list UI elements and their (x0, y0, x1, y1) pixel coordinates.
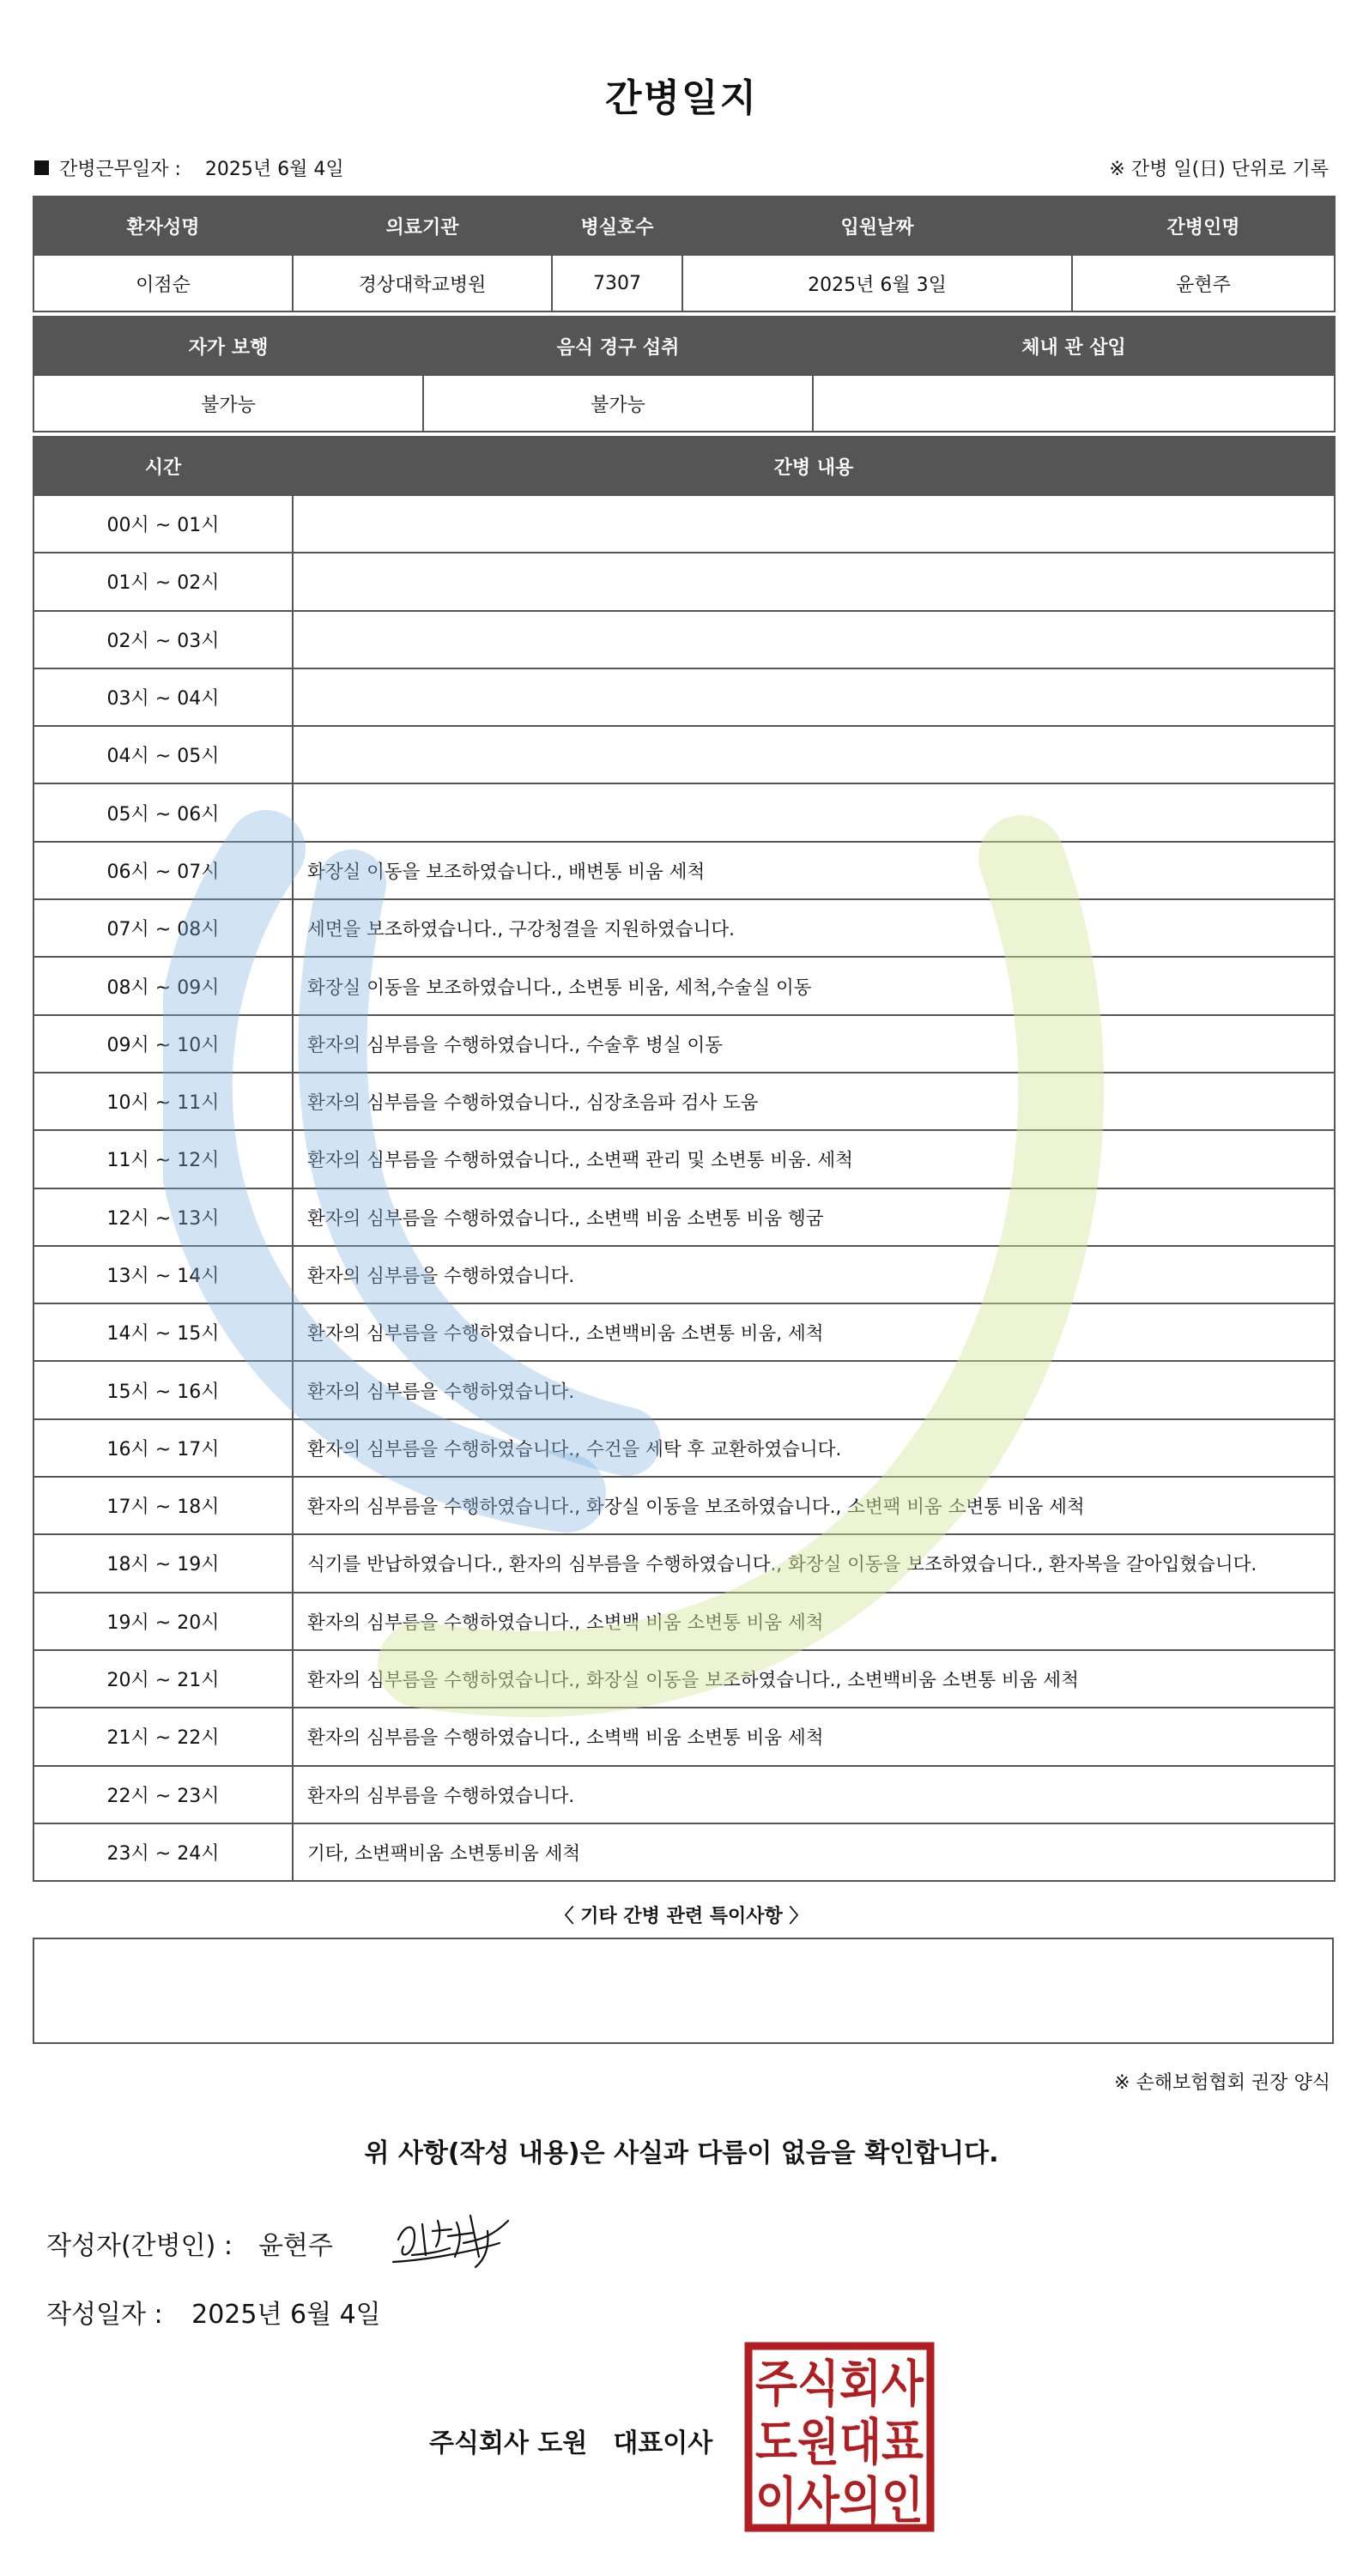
log-content: 환자의 심부름을 수행하였습니다., 수술후 병실 이동 (293, 1015, 1335, 1073)
log-time: 05시 ~ 06시 (33, 783, 293, 841)
company-signature-line (429, 2422, 712, 2459)
svg-text:도원대표: 도원대표 (755, 2413, 924, 2471)
log-row (33, 553, 1335, 610)
log-time: 14시 ~ 15시 (33, 1303, 293, 1361)
log-time: 07시 ~ 08시 (33, 899, 293, 957)
writer-line (46, 2224, 333, 2262)
log-time: 09시 ~ 10시 (33, 1015, 293, 1073)
log-time: 16시 ~ 17시 (33, 1419, 293, 1477)
work-date-value: 2025년 6월 4일 (204, 159, 344, 180)
patient-name: 이점순 (33, 255, 293, 311)
log-content (293, 783, 1335, 841)
log-content: 환자의 심부름을 수행하였습니다. (293, 1361, 1335, 1418)
log-content: 환자의 심부름을 수행하였습니다. (293, 1246, 1335, 1303)
log-time: 21시 ~ 22시 (33, 1708, 293, 1765)
log-content: 환자의 심부름을 수행하였습니다., 소변백 비움 소변통 비움 세척 (293, 1593, 1335, 1650)
log-row (33, 1766, 1335, 1823)
log-row (33, 1073, 1335, 1130)
header-time: 시간 (33, 437, 293, 495)
log-content: 화장실 이동을 보조하였습니다., 소변통 비움, 세척,수술실 이동 (293, 957, 1335, 1014)
writer-name: 윤현주 (257, 2231, 333, 2261)
notes-box (33, 1938, 1334, 2044)
log-time: 17시 ~ 18시 (33, 1477, 293, 1534)
header-hospital: 의료기관 (293, 197, 552, 255)
company-title: 대표이사 (613, 2428, 713, 2458)
log-content: 환자의 심부름을 수행하였습니다., 심장초음파 검사 도움 (293, 1073, 1335, 1130)
header-caregiver-name: 간병인명 (1072, 197, 1335, 255)
log-row (33, 899, 1335, 957)
log-time: 10시 ~ 11시 (33, 1073, 293, 1130)
header-care-content: 간병 내용 (293, 437, 1335, 495)
log-content: 환자의 심부름을 수행하였습니다., 소벽백 비움 소변통 비움 세척 (293, 1708, 1335, 1765)
log-row (33, 1246, 1335, 1303)
header-patient-name: 환자성명 (33, 197, 293, 255)
admission-date: 2025년 6월 3일 (682, 255, 1072, 311)
hospital-name: 경상대학교병원 (293, 255, 552, 311)
caregiver-name: 윤현주 (1072, 255, 1335, 311)
log-content: 기타, 소변팩비움 소변통비움 세척 (293, 1823, 1335, 1881)
write-date-value: 2025년 6월 4일 (191, 2300, 381, 2330)
oral-intake-value: 불가능 (423, 375, 813, 432)
log-row (33, 1650, 1335, 1708)
log-time: 18시 ~ 19시 (33, 1534, 293, 1592)
header-self-walking: 자가 보행 (33, 317, 423, 375)
log-content: 환자의 심부름을 수행하였습니다., 화장실 이동을 보조하였습니다., 소변백비움 소변통 비움 세척 (293, 1650, 1335, 1708)
log-row (33, 726, 1335, 783)
company-name: 주식회사 도원 (429, 2428, 588, 2458)
log-content: 환자의 심부름을 수행하였습니다., 화장실 이동을 보조하였습니다., 소변팩 비움 소변통 비움 세척 (293, 1477, 1335, 1534)
tube-insertion-value (813, 375, 1335, 432)
log-content: 화장실 이동을 보조하였습니다., 배변통 비움 세척 (293, 842, 1335, 899)
patient-status-table (33, 316, 1336, 432)
log-time: 19시 ~ 20시 (33, 1593, 293, 1650)
log-row (33, 1361, 1335, 1418)
log-time: 22시 ~ 23시 (33, 1766, 293, 1823)
header-admission-date: 입원날짜 (682, 197, 1072, 255)
log-time: 06시 ~ 07시 (33, 842, 293, 899)
patient-info-table (33, 196, 1336, 312)
log-content (293, 611, 1335, 668)
log-time: 00시 ~ 01시 (33, 495, 293, 553)
log-time: 11시 ~ 12시 (33, 1130, 293, 1188)
log-content (293, 495, 1335, 553)
unit-note: ※ 간병 일(日) 단위로 기록 (1109, 159, 1329, 180)
log-row (33, 1015, 1335, 1073)
company-seal-stamp (743, 2341, 936, 2533)
log-row (33, 842, 1335, 899)
log-time: 12시 ~ 13시 (33, 1188, 293, 1246)
log-row (33, 783, 1335, 841)
log-time: 02시 ~ 03시 (33, 611, 293, 668)
confirmation-statement: 위 사항(작성 내용)은 사실과 다름이 없음을 확인합니다. (364, 2138, 999, 2168)
log-content: 식기를 반납하였습니다., 환자의 심부름을 수행하였습니다., 화장실 이동을 보조하였습니다., 환자복을 갈아입혔습니다. (293, 1534, 1335, 1592)
log-row (33, 1823, 1335, 1881)
log-content: 환자의 심부름을 수행하였습니다., 수건을 세탁 후 교환하였습니다. (293, 1419, 1335, 1477)
notes-title: 〈 기타 간병 관련 특이사항 〉 (554, 1906, 809, 1927)
log-row (33, 1477, 1335, 1534)
room-number: 7307 (552, 255, 682, 311)
svg-text:이사의인: 이사의인 (755, 2471, 924, 2530)
log-row (33, 1708, 1335, 1765)
log-time: 20시 ~ 21시 (33, 1650, 293, 1708)
handwritten-signature (388, 2205, 517, 2274)
write-date-line (46, 2293, 381, 2331)
header-tube-insertion: 체내 관 삽입 (813, 317, 1335, 375)
recommend-note: ※ 손해보험협회 권장 양식 (1114, 2072, 1330, 2094)
writer-label: 작성자(간병인) : (46, 2231, 233, 2261)
log-row (33, 1534, 1335, 1592)
log-time: 04시 ~ 05시 (33, 726, 293, 783)
log-content (293, 668, 1335, 726)
log-row (33, 668, 1335, 726)
log-time: 03시 ~ 04시 (33, 668, 293, 726)
log-row (33, 1130, 1335, 1188)
svg-text:주식회사: 주식회사 (755, 2355, 924, 2413)
log-row (33, 1188, 1335, 1246)
log-time: 23시 ~ 24시 (33, 1823, 293, 1881)
log-content: 환자의 심부름을 수행하였습니다., 소변백 비움 소변통 비움 헹굼 (293, 1188, 1335, 1246)
document-title: 간병일지 (604, 76, 758, 120)
log-row (33, 1593, 1335, 1650)
log-time: 01시 ~ 02시 (33, 553, 293, 610)
work-date-label: 간병근무일자 : (59, 159, 181, 180)
self-walking-value: 불가능 (33, 375, 423, 432)
header-room: 병실호수 (552, 197, 682, 255)
write-date-label: 작성일자 : (46, 2300, 163, 2330)
log-content: 환자의 심부름을 수행하였습니다. (293, 1766, 1335, 1823)
log-content: 환자의 심부름을 수행하였습니다., 소변백비움 소변통 비움, 세척 (293, 1303, 1335, 1361)
log-row (33, 957, 1335, 1014)
log-time: 08시 ~ 09시 (33, 957, 293, 1014)
log-time: 15시 ~ 16시 (33, 1361, 293, 1418)
log-content: 세면을 보조하였습니다., 구강청결을 지원하였습니다. (293, 899, 1335, 957)
log-row (33, 1419, 1335, 1477)
log-row (33, 611, 1335, 668)
square-bullet-icon (34, 160, 49, 175)
log-content (293, 553, 1335, 610)
work-date-line (34, 154, 344, 181)
header-oral-intake: 음식 경구 섭취 (423, 317, 813, 375)
log-row (33, 495, 1335, 553)
log-time: 13시 ~ 14시 (33, 1246, 293, 1303)
log-content: 환자의 심부름을 수행하였습니다., 소변팩 관리 및 소변통 비움. 세척 (293, 1130, 1335, 1188)
log-row (33, 1303, 1335, 1361)
care-log-table (33, 436, 1336, 1882)
log-content (293, 726, 1335, 783)
